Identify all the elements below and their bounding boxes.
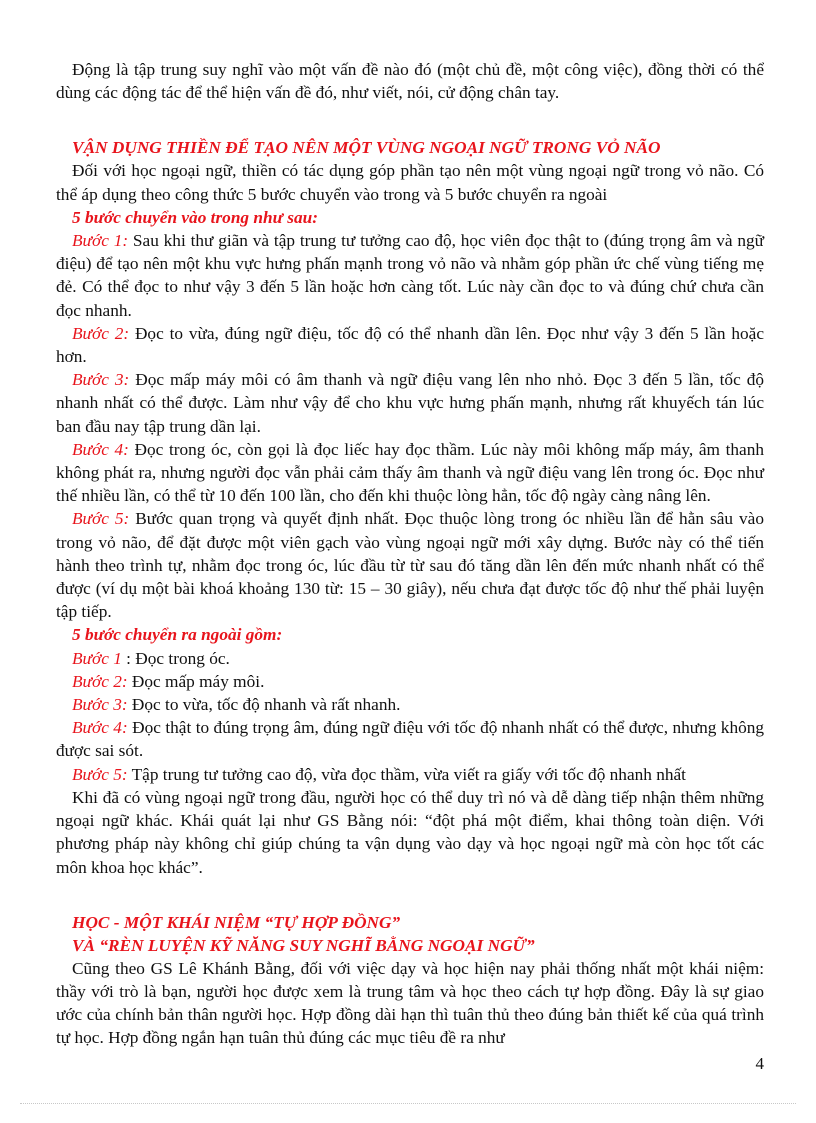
outward-steps-title: 5 bước chuyển ra ngoài gồm:	[72, 625, 283, 645]
step-item	[56, 322, 764, 368]
section-heading-contract-line2: VÀ “RÈN LUYỆN KỸ NĂNG SUY NGHĨ BẰNG NGOẠI NGỮ”	[72, 935, 535, 955]
intro-paragraph: Động là tập trung suy nghĩ vào một vấn đề nào đó (một chủ đề, một công việc), đồng thời có thể dùng các động tác để thể hiện vấn đề đó, như viết, nói, cử động chân tay.	[56, 60, 764, 103]
step-item	[56, 229, 764, 322]
page-number: 4	[755, 1054, 764, 1073]
section-heading-meditation: VẬN DỤNG THIỀN ĐỂ TẠO NÊN MỘT VÙNG NGOẠI NGỮ TRONG VỎ NÃO	[72, 138, 661, 158]
step-item	[56, 438, 764, 508]
document-page	[56, 58, 764, 1050]
step-label: Bước 3:	[72, 370, 130, 390]
contract-paragraph: Cũng theo GS Lê Khánh Bằng, đối với việc dạy và học hiện nay phải thống nhất một khái niệm: thầy với trò là bạn, người học được xem là trung tâm và học theo cách tự hợp đồng. Đây là sự giao ước của chính bản thân người học. Hợp đồng dài hạn thì tuân thủ theo đúng bản thiết kế của quá trình tự học. Hợp đồng ngắn hạn tuân thủ đúng các mục tiêu đề ra như	[56, 958, 764, 1048]
step-text: Đọc to vừa, tốc độ nhanh và rất nhanh.	[131, 695, 401, 715]
step-label: Bước 5:	[72, 509, 130, 529]
step-item	[56, 368, 764, 438]
step-label: Bước 1:	[72, 231, 129, 251]
step-item	[56, 693, 764, 716]
step-label: Bước 2:	[72, 323, 130, 343]
step-item	[56, 670, 764, 693]
step-item	[56, 763, 764, 786]
section-heading-contract-line1: HỌC - MỘT KHÁI NIỆM “TỰ HỢP ĐỒNG”	[72, 912, 401, 932]
step-item	[56, 716, 764, 762]
step-label: Bước 4:	[72, 718, 128, 738]
step-label: Bước 5:	[72, 764, 128, 784]
step-text: Tập trung tư tưởng cao độ, vừa đọc thầm, vừa viết ra giấy với tốc độ nhanh nhất	[131, 764, 686, 784]
step-text: : Đọc trong óc.	[126, 648, 230, 668]
step-item	[56, 647, 764, 670]
inward-steps-title: 5 bước chuyển vào trong như sau:	[72, 207, 319, 227]
step-label: Bước 4:	[72, 439, 129, 459]
inward-steps-list	[56, 229, 764, 623]
step-text: Đọc mấp máy môi.	[131, 671, 265, 691]
step-text: Đọc thật to đúng trọng âm, đúng ngữ điệu với tốc độ nhanh nhất có thể được, nhưng không được sai sót.	[56, 718, 765, 761]
step-item	[56, 507, 764, 623]
step-text: Đọc mấp máy môi có âm thanh và ngữ điệu vang lên nho nhỏ. Đọc 3 đến 5 lần, tốc độ nhanh nhất có thể được. Làm như vậy để cho khu vực hưng phấn mạnh, nhưng rất khuyếch tán lúc ban đầu nay tập trung dần lại.	[56, 370, 764, 436]
step-label: Bước 1	[72, 648, 122, 668]
step-text: Bước quan trọng và quyết định nhất. Đọc thuộc lòng trong óc nhiều lần để hằn sâu vào trong vỏ não, để đặt được một viên gạch vào vùng ngoại ngữ mới xây dựng. Bước này có thể tiến hành theo trình tự, nhằm đọc trong óc, lúc đầu từ từ sau đó tăng dần lên đến mức nhanh nhất có thể được (ví dụ một bài khoá khoảng 130 từ: 15 – 30 giây), nếu chưa đạt được tốc độ như thế phải luyện tập tiếp.	[56, 509, 764, 622]
step-label: Bước 3:	[72, 695, 128, 715]
step-text: Đọc trong óc, còn gọi là đọc liếc hay đọc thầm. Lúc này môi không mấp máy, âm thanh không phát ra, nhưng người đọc vẫn phải cảm thấy âm thanh và ngữ điệu vang lên trong óc. Đọc như thế nhiều lần, có thể từ 10 đến 100 lần, cho đến khi thuộc lòng hẳn, tốc độ ngày càng nâng lên.	[56, 439, 765, 506]
step-text: Sau khi thư giãn và tập trung tư tưởng cao độ, học viên đọc thật to (đúng trọng âm và ngữ điệu) để tạo nên một khu vực hưng phấn mạnh trong vỏ não và nhằm góp phần ức chế vùng tiếng mẹ đẻ. Có thể đọc to như vậy 3 đến 5 lần hoặc hơn càng tốt. Lúc này cần đọc to và đúng chứ chưa cần đọc nhanh.	[56, 231, 764, 320]
step-label: Bước 2:	[72, 671, 128, 691]
step-text: Đọc to vừa, đúng ngữ điệu, tốc độ có thể nhanh dần lên. Đọc như vậy 3 đến 5 lần hoặc hơn.	[56, 323, 764, 367]
section-paragraph: Đối với học ngoại ngữ, thiền có tác dụng góp phần tạo nên một vùng ngoại ngữ trong vỏ não. Có thể áp dụng theo công thức 5 bước chuyển vào trong và 5 bước chuyển ra ngoài	[56, 161, 764, 204]
page-footer-rule	[20, 1103, 796, 1104]
closing-paragraph: Khi đã có vùng ngoại ngữ trong đầu, người học có thể duy trì nó và dễ dàng tiếp nhận thêm những ngoại ngữ khác. Khái quát lại như GS Bằng nói: “đột phá một điểm, khai thông toàn diện. Với phương pháp này không chỉ giúp chúng ta vận dụng vào dạy và học ngoại ngữ mà còn học tốt các môn khoa học khác”.	[56, 787, 764, 877]
outward-steps-list	[56, 647, 764, 786]
